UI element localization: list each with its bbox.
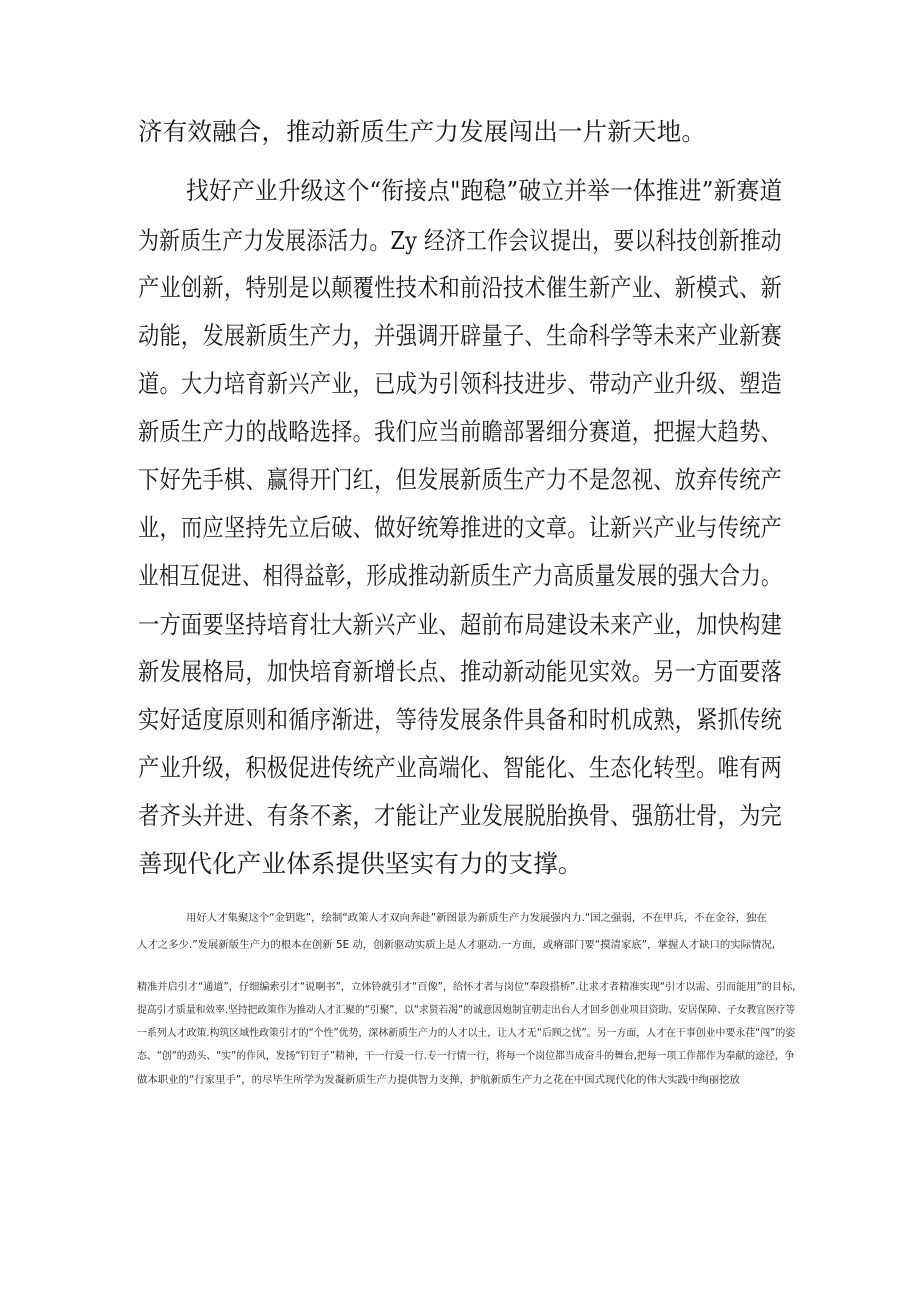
small-text-line: 态、“创”的劲头、“实”的作风，发扬“钉钉子”精神，干一行爱一行.专一行情一行，将每一个岗位都当成奋斗的舞台,把每一项工作都作为奉献的途径，争 — [137, 1050, 795, 1062]
article-line: 新质生产力的战略选择。我们应当前瞻部署细分赛道，把握大趋势、 — [138, 417, 783, 446]
article-line: 善现代化产业体系提供坚实有力的支撑。 — [138, 849, 583, 878]
article-line: 产业创新，特别是以颠覆性技术和前沿技术催生新产业、新模式、新 — [138, 273, 783, 302]
article-line: 业，而应坚持先立后破、做好统筹推进的文章。让新兴产业与传统产 — [138, 513, 783, 542]
small-text-line: 提高引才质量和效率.坚持把政策作为推动人才汇聚的“引聚”，以“求贤若渴”的诚意因炮制宜朝走出台人才回乡创业项目资助、安居保障、子女教宜医疗等 — [137, 1004, 796, 1016]
small-text-line: 做本职业的“行家里手”，的尽毕生所学为发凝新质生产力提供智力支掸，护航新质生产力之花在中国式现代化的伟大实践中绚丽挖放 — [137, 1074, 741, 1086]
article-line: 找好产业升级这个“衔接点"跑稳”破立并举一体推进”新赛道 — [186, 176, 783, 205]
small-text-line: 人才之多少.”发展新版生产力的根本在创新 5E 动，创新驱动实质上是人才驱动.一方面，或瘠部门要“摸清家底”，掌握人才缺口的实际情况, — [137, 939, 776, 951]
article-line: 产业升级，积极促进传统产业高端化、智能化、生态化转型。唯有两 — [138, 753, 783, 782]
article-line: 为新质生产力发展添活力。Zy 经济工作会议提出，要以科技创新推动 — [138, 226, 782, 255]
small-text-line: 精准并启引才“通道”，仔细编索引才“说啊书”，立体铃就引才“百像”，给怀才者与岗位“奉段搭桥”.让求才者精准实现“引才以需、引而能用”的目标, — [137, 981, 796, 993]
small-text-line: 用好人才集聚这个“金钥匙”，绘制“政策人才双向奔赴”新图景为新质生产力发展强内力.“国之强弱，不在甲兵，不在金谷，独在 — [186, 912, 767, 924]
small-text-line: 一系列人才政策.构筑区域性政策引才的“个性”优势，深林新质生产力的人才以土，让人才无“后顾之忧”。另一方面，人才在干事创业中要永荏“闯”的姿 — [137, 1027, 796, 1039]
article-line: 新发展格局，加快培育新增长点、推动新动能见实效。另一方面要落 — [138, 657, 783, 686]
article-line: 一方面要坚持培育壮大新兴产业、超前布局建设未来产业，加快构建 — [138, 610, 783, 639]
article-line: 业相互促进、相得益彰，形成推动新质生产力高质量发展的强大合力。 — [138, 561, 782, 590]
article-line: 济有效融合，推动新质生产力发展闯出一片新天地。 — [138, 117, 707, 146]
article-line: 下好先手棋、赢得开门红，但发展新质生产力不是忽视、放弃传统产 — [138, 465, 783, 494]
article-line: 者齐头并进、有条不紊，才能让产业发展脱胎换骨、强筋壮骨，为完 — [138, 801, 783, 830]
article-line: 实好适度原则和循序渐进，等待发展条件具备和时机成熟，紧抓传统 — [138, 705, 783, 734]
article-line: 动能，发展新质生产力，并强调开辟量子、生命科学等未来产业新赛 — [138, 321, 783, 350]
article-line: 道。大力培育新兴产业，已成为引领科技进步、带动产业升级、塑造 — [138, 369, 783, 398]
